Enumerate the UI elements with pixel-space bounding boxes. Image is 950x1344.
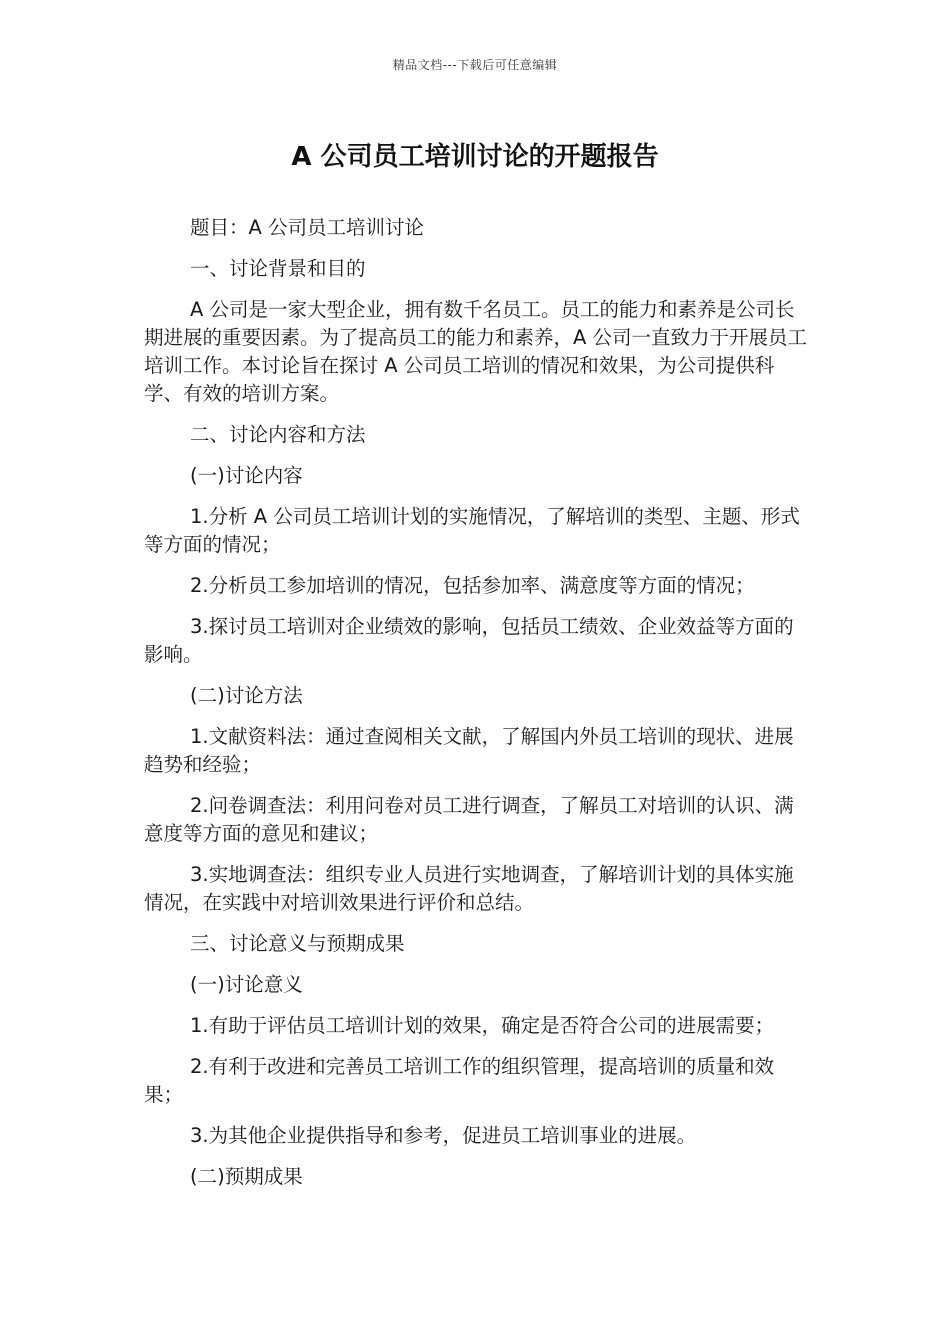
subsection-heading-content: (一)讨论内容 <box>190 464 303 487</box>
paragraph-background: A 公司是一家大型企业，拥有数千名员工。员工的能力和素养是公司长期进展的重要因素。为了提高员工的能力和素养，A 公司一直致力于开展员工培训工作。本讨论旨在探讨 A 公司员工培训的情况和效果，为公司提供科学、有效的培训方案。 <box>144 298 808 405</box>
list-item-method-2: 2.问卷调查法：利用问卷对员工进行调查，了解员工对培训的认识、满意度等方面的意见和建议； <box>144 794 794 845</box>
list-item-content-3: 3.探讨员工培训对企业绩效的影响，包括员工绩效、企业效益等方面的影响。 <box>144 615 794 666</box>
list-item-content-2: 2.分析员工参加培训的情况，包括参加率、满意度等方面的情况； <box>190 574 755 597</box>
document-title: A 公司员工培训讨论的开题报告 <box>291 142 659 172</box>
page-header: 精品文档---下载后可任意编辑 <box>392 58 558 72</box>
section-heading-content-method: 二、讨论内容和方法 <box>190 423 366 446</box>
paragraph-topic: 题目：A 公司员工培训讨论 <box>190 216 425 239</box>
list-item-significance-1: 1.有助于评估员工培训计划的效果，确定是否符合公司的进展需要； <box>190 1014 775 1037</box>
subsection-heading-significance: (一)讨论意义 <box>190 973 303 996</box>
document-body <box>144 214 808 1204</box>
section-heading-background: 一、讨论背景和目的 <box>190 257 366 280</box>
list-item-significance-2: 2.有利于改进和完善员工培训工作的组织管理，提高培训的质量和效果； <box>144 1055 775 1106</box>
subsection-heading-method: (二)讨论方法 <box>190 684 303 707</box>
list-item-content-1: 1.分析 A 公司员工培训计划的实施情况，了解培训的类型、主题、形式等方面的情况； <box>144 505 800 556</box>
list-item-method-1: 1.文献资料法：通过查阅相关文献，了解国内外员工培训的现状、进展趋势和经验； <box>144 725 794 776</box>
section-heading-significance: 三、讨论意义与预期成果 <box>190 932 405 955</box>
subsection-heading-expected-results: (二)预期成果 <box>190 1165 303 1188</box>
list-item-method-3: 3.实地调查法：组织专业人员进行实地调查，了解培训计划的具体实施情况，在实践中对培训效果进行评价和总结。 <box>144 863 794 914</box>
list-item-significance-3: 3.为其他企业提供指导和参考，促进员工培训事业的进展。 <box>190 1124 697 1147</box>
